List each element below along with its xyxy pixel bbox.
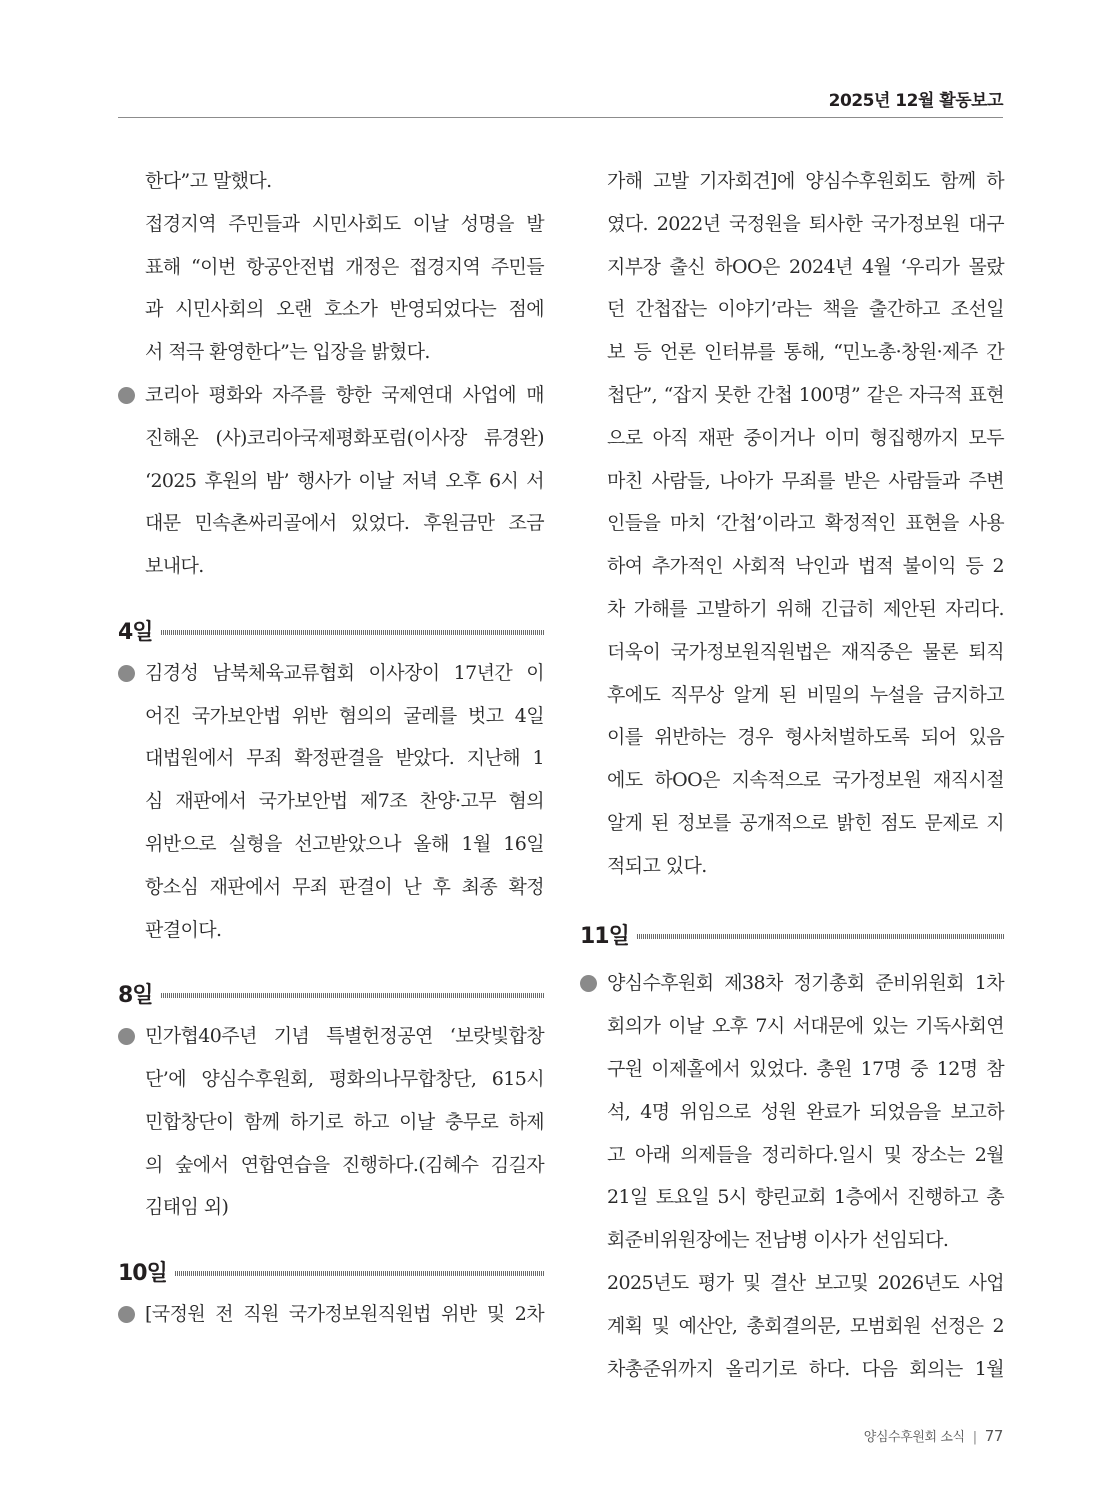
day-heading-4 xyxy=(118,609,544,652)
bullet-icon xyxy=(118,1028,135,1045)
text-line: 고 아래 의제들을 정리하다.일시 및 장소는 2월 xyxy=(607,1143,1004,1166)
text-line: 차 가해를 고발하기 위해 긴급히 제안된 자리다. xyxy=(607,597,1004,620)
hatched-divider xyxy=(161,993,544,998)
text-line: 회준비위원장에는 전남병 이사가 선임되다. xyxy=(607,1229,949,1252)
text-line: 위반으로 실형을 선고받았으나 올해 1월 16일 xyxy=(145,832,544,855)
text-line: 지부장 출신 하OO은 2024년 4월 ‘우리가 몰랐 xyxy=(607,255,1004,278)
text-line: 석, 4명 위임으로 성원 완료가 되었음을 보고하 xyxy=(607,1100,1004,1123)
day-label: 10일 xyxy=(118,1261,167,1287)
text-line: 마친 사람들, 나아가 무죄를 받은 사람들과 주변 xyxy=(607,469,1004,492)
text-line: 후에도 직무상 알게 된 비밀의 누설을 금지하고 xyxy=(607,683,1004,706)
bullet-icon xyxy=(118,387,135,404)
text-line: 서 적극 환영한다”는 입장을 밝혔다. xyxy=(145,341,430,364)
left-column xyxy=(118,160,544,1336)
text-line: 차총준위까지 올리기로 하다. 다음 회의는 1월 xyxy=(607,1357,1004,1380)
text-line: 단’에 양심수후원회, 평화의나무합창단, 615시 xyxy=(145,1067,544,1090)
text-line: 보내다. xyxy=(145,555,204,578)
day-heading-10 xyxy=(118,1250,544,1293)
hatched-divider xyxy=(637,934,1004,939)
day-label: 4일 xyxy=(118,619,153,645)
text-line: 던 간첩잡는 이야기’라는 책을 출간하고 조선일 xyxy=(607,298,1004,321)
text-line: [국정원 전 직원 국가정보원직원법 위반 및 2차 xyxy=(145,1302,544,1325)
text-line: 알게 된 정보를 공개적으로 밝힌 점도 문제로 지 xyxy=(607,811,1004,834)
text-line: 진해온 (사)코리아국제평화포럼(이사장 류경완) xyxy=(145,426,544,449)
text-line: 21일 토요일 5시 향린교회 1층에서 진행하고 총 xyxy=(607,1186,1004,1209)
page-footer xyxy=(864,1426,1003,1445)
text-line: 김태임 외) xyxy=(145,1196,229,1219)
day-heading-11 xyxy=(580,914,1004,957)
page-header-title: 2025년 12월 활동보고 xyxy=(828,91,1003,111)
day-heading-8 xyxy=(118,972,544,1015)
right-column xyxy=(580,160,1004,1390)
text-line: 표해 “이번 항공안전법 개정은 접경지역 주민들 xyxy=(145,255,544,278)
footer-separator: | xyxy=(972,1430,977,1445)
text-line: 더욱이 국가정보원직원법은 재직중은 물론 퇴직 xyxy=(607,640,1004,663)
text-line: 민합창단이 함께 하기로 하고 이날 충무로 하제 xyxy=(145,1110,544,1133)
text-line: 계획 및 예산안, 총회결의문, 모범회원 선정은 2 xyxy=(607,1314,1004,1337)
text-line: 였다. 2022년 국정원을 퇴사한 국가정보원 대구 xyxy=(607,212,1004,235)
text-line: 민가협40주년 기념 특별헌정공연 ‘보랏빛합창 xyxy=(145,1025,544,1048)
text-line: 으로 아직 재판 중이거나 이미 형집행까지 모두 xyxy=(607,426,1004,449)
text-line: 양심수후원회 제38차 정기총회 준비위원회 1차 xyxy=(607,972,1004,995)
text-line: 한다”고 말했다. xyxy=(145,170,272,192)
text-line: 대문 민속촌싸리골에서 있었다. 후원금만 조금 xyxy=(145,512,544,535)
hatched-divider xyxy=(161,630,544,635)
text-line: 의 숲에서 연합연습을 진행하다.(김혜수 김길자 xyxy=(145,1153,544,1176)
page-number: 77 xyxy=(984,1427,1003,1445)
text-line: 회의가 이날 오후 7시 서대문에 있는 기독사회연 xyxy=(607,1015,1004,1038)
text-line: 첩단”, “잡지 못한 간첩 100명” 같은 자극적 표현 xyxy=(607,383,1004,406)
hatched-divider xyxy=(175,1271,544,1276)
day-label: 8일 xyxy=(118,983,153,1009)
text-line: 과 시민사회의 오랜 호소가 반영되었다는 점에 xyxy=(145,298,544,321)
bullet-item-day8 xyxy=(118,1015,544,1058)
bullet-icon xyxy=(118,1306,135,1323)
header-divider xyxy=(118,117,1003,118)
text-line: 대법원에서 무죄 확정판결을 받았다. 지난해 1 xyxy=(145,747,544,770)
bullet-item-day10 xyxy=(118,1293,544,1336)
text-line: 김경성 남북체육교류협회 이사장이 17년간 이 xyxy=(145,661,544,684)
text-line: 적되고 있다. xyxy=(607,854,707,877)
text-line: 인들을 마치 ‘간첩’이라고 확정적인 표현을 사용 xyxy=(607,512,1004,535)
bullet-item-day11 xyxy=(580,962,1004,1005)
text-line: 가해 고발 기자회견]에 양심수후원회도 함께 하 xyxy=(607,170,1004,192)
text-line: 하여 추가적인 사회적 낙인과 법적 불이익 등 2 xyxy=(607,555,1004,578)
bullet-icon xyxy=(580,975,597,992)
day-label: 11일 xyxy=(580,924,629,950)
text-line: 심 재판에서 국가보안법 제7조 찬양·고무 혐의 xyxy=(145,790,544,813)
bullet-item-day4 xyxy=(118,652,544,695)
text-line: 구원 이제홀에서 있었다. 총원 17명 중 12명 참 xyxy=(607,1057,1004,1080)
publication-name: 양심수후원회 소식 xyxy=(863,1430,965,1445)
text-line: 접경지역 주민들과 시민사회도 이날 성명을 발 xyxy=(145,212,544,235)
text-line: 이를 위반하는 경우 형사처벌하도록 되어 있음 xyxy=(607,726,1004,749)
text-line: 코리아 평화와 자주를 향한 국제연대 사업에 매 xyxy=(145,383,544,406)
text-line: 어진 국가보안법 위반 혐의의 굴레를 벗고 4일 xyxy=(145,704,544,727)
text-line: ‘2025 후원의 밤’ 행사가 이날 저녁 오후 6시 서 xyxy=(145,469,544,492)
text-line: 2025년도 평가 및 결산 보고및 2026년도 사업 xyxy=(607,1271,1004,1294)
bullet-icon xyxy=(118,665,135,682)
text-line: 보 등 언론 인터뷰를 통해, “민노총·창원·제주 간 xyxy=(607,341,1004,364)
text-line: 에도 하OO은 지속적으로 국가정보원 재직시절 xyxy=(607,769,1004,792)
text-line: 항소심 재판에서 무죄 판결이 난 후 최종 확정 xyxy=(145,875,544,898)
text-line: 판결이다. xyxy=(145,918,222,941)
bullet-item-forum xyxy=(118,374,544,417)
